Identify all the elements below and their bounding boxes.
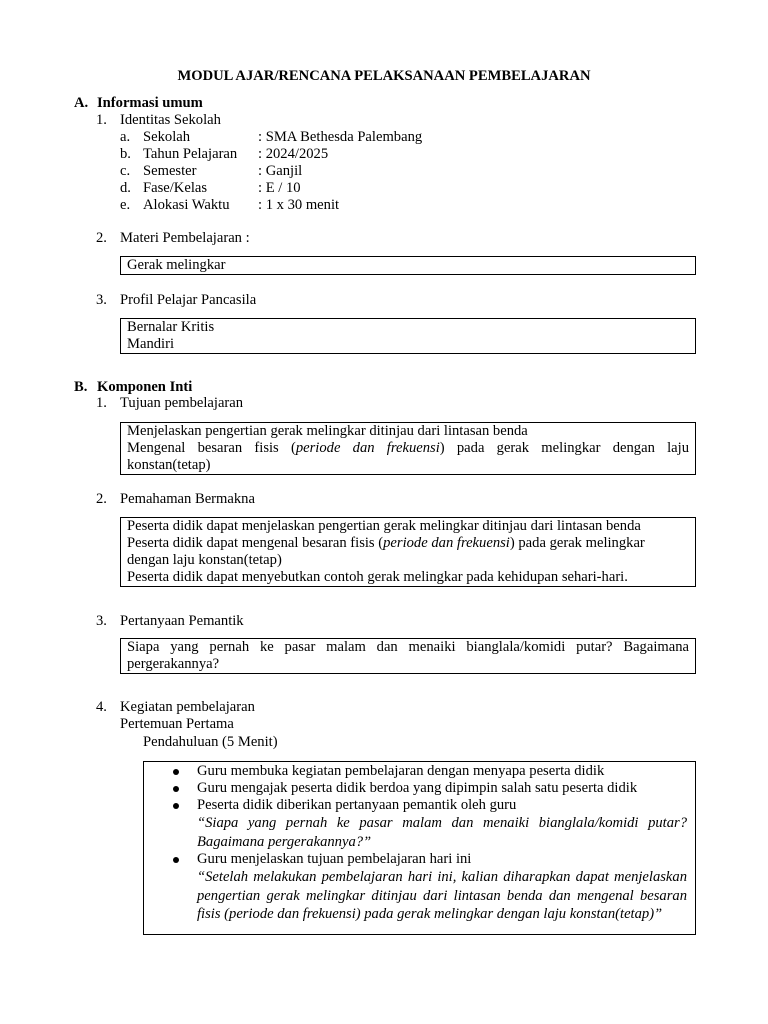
pendahuluan-heading: Pendahuluan (5 Menit) <box>143 734 278 750</box>
tujuan-text: Mengenal besaran fisis ( <box>127 440 296 456</box>
pertanyaan-line: Siapa yang pernah ke pasar malam dan menaiki bianglala/komidi putar? Bagaimana <box>127 639 689 655</box>
profil-label: Profil Pelajar Pancasila <box>120 292 257 308</box>
tujuan-label: Tujuan pembelajaran <box>120 395 244 411</box>
pendahuluan-box <box>143 761 696 935</box>
pemahaman-box <box>120 517 696 587</box>
bullet-icon <box>173 857 179 863</box>
pertanyaan-box <box>120 638 696 674</box>
row-value: : Ganjil <box>258 163 303 179</box>
row-value: : SMA Bethesda Palembang <box>258 129 423 145</box>
profil-number: 3. <box>96 292 107 308</box>
profil-item: Mandiri <box>127 336 175 352</box>
document-title: MODUL AJAR/RENCANA PELAKSANAAN PEMBELAJARAN <box>177 68 591 84</box>
pertanyaan-number: 3. <box>96 613 107 629</box>
pemahaman-text: Peserta didik dapat mengenal besaran fisis ( <box>127 535 384 551</box>
identitas-number: 1. <box>96 112 107 128</box>
row-value: : 2024/2025 <box>258 146 329 162</box>
section-a-heading: Informasi umum <box>97 95 203 111</box>
pertemuan-heading: Pertemuan Pertama <box>120 716 234 732</box>
pemahaman-line: Peserta didik dapat menyebutkan contoh gerak melingkar pada kehidupan sehari-hari. <box>127 569 628 585</box>
row-key: Semester <box>143 163 197 179</box>
pertanyaan-label: Pertanyaan Pemantik <box>120 613 244 629</box>
section-b-letter: B. <box>74 379 88 395</box>
row-letter: e. <box>120 197 131 213</box>
profil-item: Bernalar Kritis <box>127 319 215 335</box>
kegiatan-number: 4. <box>96 699 107 715</box>
row-letter: d. <box>120 180 131 196</box>
pemahaman-line <box>127 535 689 552</box>
list-item <box>144 797 687 851</box>
pemahaman-line: dengan laju konstan(tetap) <box>127 552 282 568</box>
row-letter: b. <box>120 146 131 162</box>
kegiatan-label: Kegiatan pembelajaran <box>120 699 255 715</box>
tujuan-line <box>127 440 689 457</box>
pemahaman-label: Pemahaman Bermakna <box>120 491 255 507</box>
activity-text: Guru membuka kegiatan pembelajaran dengan menyapa peserta didik <box>197 763 605 779</box>
row-value: : E / 10 <box>258 180 301 196</box>
materi-number: 2. <box>96 230 107 246</box>
row-letter: a. <box>120 129 131 145</box>
tujuan-line: Menjelaskan pengertian gerak melingkar ditinjau dari lintasan benda <box>127 423 528 439</box>
activity-quote: “Setelah melakukan pembelajaran hari ini, kalian diharapkan dapat menjelaskan pengertian gerak melingkar ditinjau dari lintasan benda dan mengenal besaran fisis (periode dan frekuensi) pada gerak melingkar dengan laju konstan(tetap)” <box>197 869 687 922</box>
tujuan-text: ) pada gerak melingkar dengan laju <box>439 440 689 456</box>
list-item <box>144 780 687 797</box>
pertanyaan-line: pergerakannya? <box>127 656 220 672</box>
row-key: Tahun Pelajaran <box>143 146 238 162</box>
tujuan-number: 1. <box>96 395 107 411</box>
activity-text: Guru menjelaskan tujuan pembelajaran hari ini <box>197 851 472 867</box>
bullet-icon <box>173 803 179 809</box>
activity-text: Peserta didik diberikan pertanyaan pemantik oleh guru <box>197 797 517 813</box>
materi-box <box>120 256 696 275</box>
tujuan-line: konstan(tetap) <box>127 457 211 473</box>
materi-label: Materi Pembelajaran : <box>120 230 250 246</box>
profil-box <box>120 318 696 354</box>
tujuan-italic-term: periode dan frekuensi <box>295 440 440 456</box>
tujuan-box <box>120 422 696 475</box>
row-letter: c. <box>120 163 131 179</box>
identitas-label: Identitas Sekolah <box>120 112 221 128</box>
activity-list <box>144 763 687 924</box>
pemahaman-text: ) pada gerak melingkar <box>509 535 645 551</box>
row-key: Fase/Kelas <box>143 180 208 196</box>
activity-quote: “Siapa yang pernah ke pasar malam dan menaiki bianglala/komidi putar? Bagaimana pergerakannya?” <box>197 815 687 850</box>
section-a-letter: A. <box>74 95 89 111</box>
pemahaman-italic-term: periode dan frekuensi <box>383 535 510 551</box>
pemahaman-number: 2. <box>96 491 107 507</box>
list-item <box>144 851 687 924</box>
bullet-icon <box>173 786 179 792</box>
pemahaman-line: Peserta didik dapat menjelaskan pengertian gerak melingkar ditinjau dari lintasan benda <box>127 518 641 534</box>
list-item <box>144 763 687 780</box>
materi-text: Gerak melingkar <box>127 257 226 273</box>
bullet-icon <box>173 769 179 775</box>
section-b-heading: Komponen Inti <box>97 379 193 395</box>
activity-text: Guru mengajak peserta didik berdoa yang dipimpin salah satu peserta didik <box>197 780 638 796</box>
row-value: : 1 x 30 menit <box>258 197 340 213</box>
row-key: Alokasi Waktu <box>143 197 230 213</box>
row-key: Sekolah <box>143 129 191 145</box>
